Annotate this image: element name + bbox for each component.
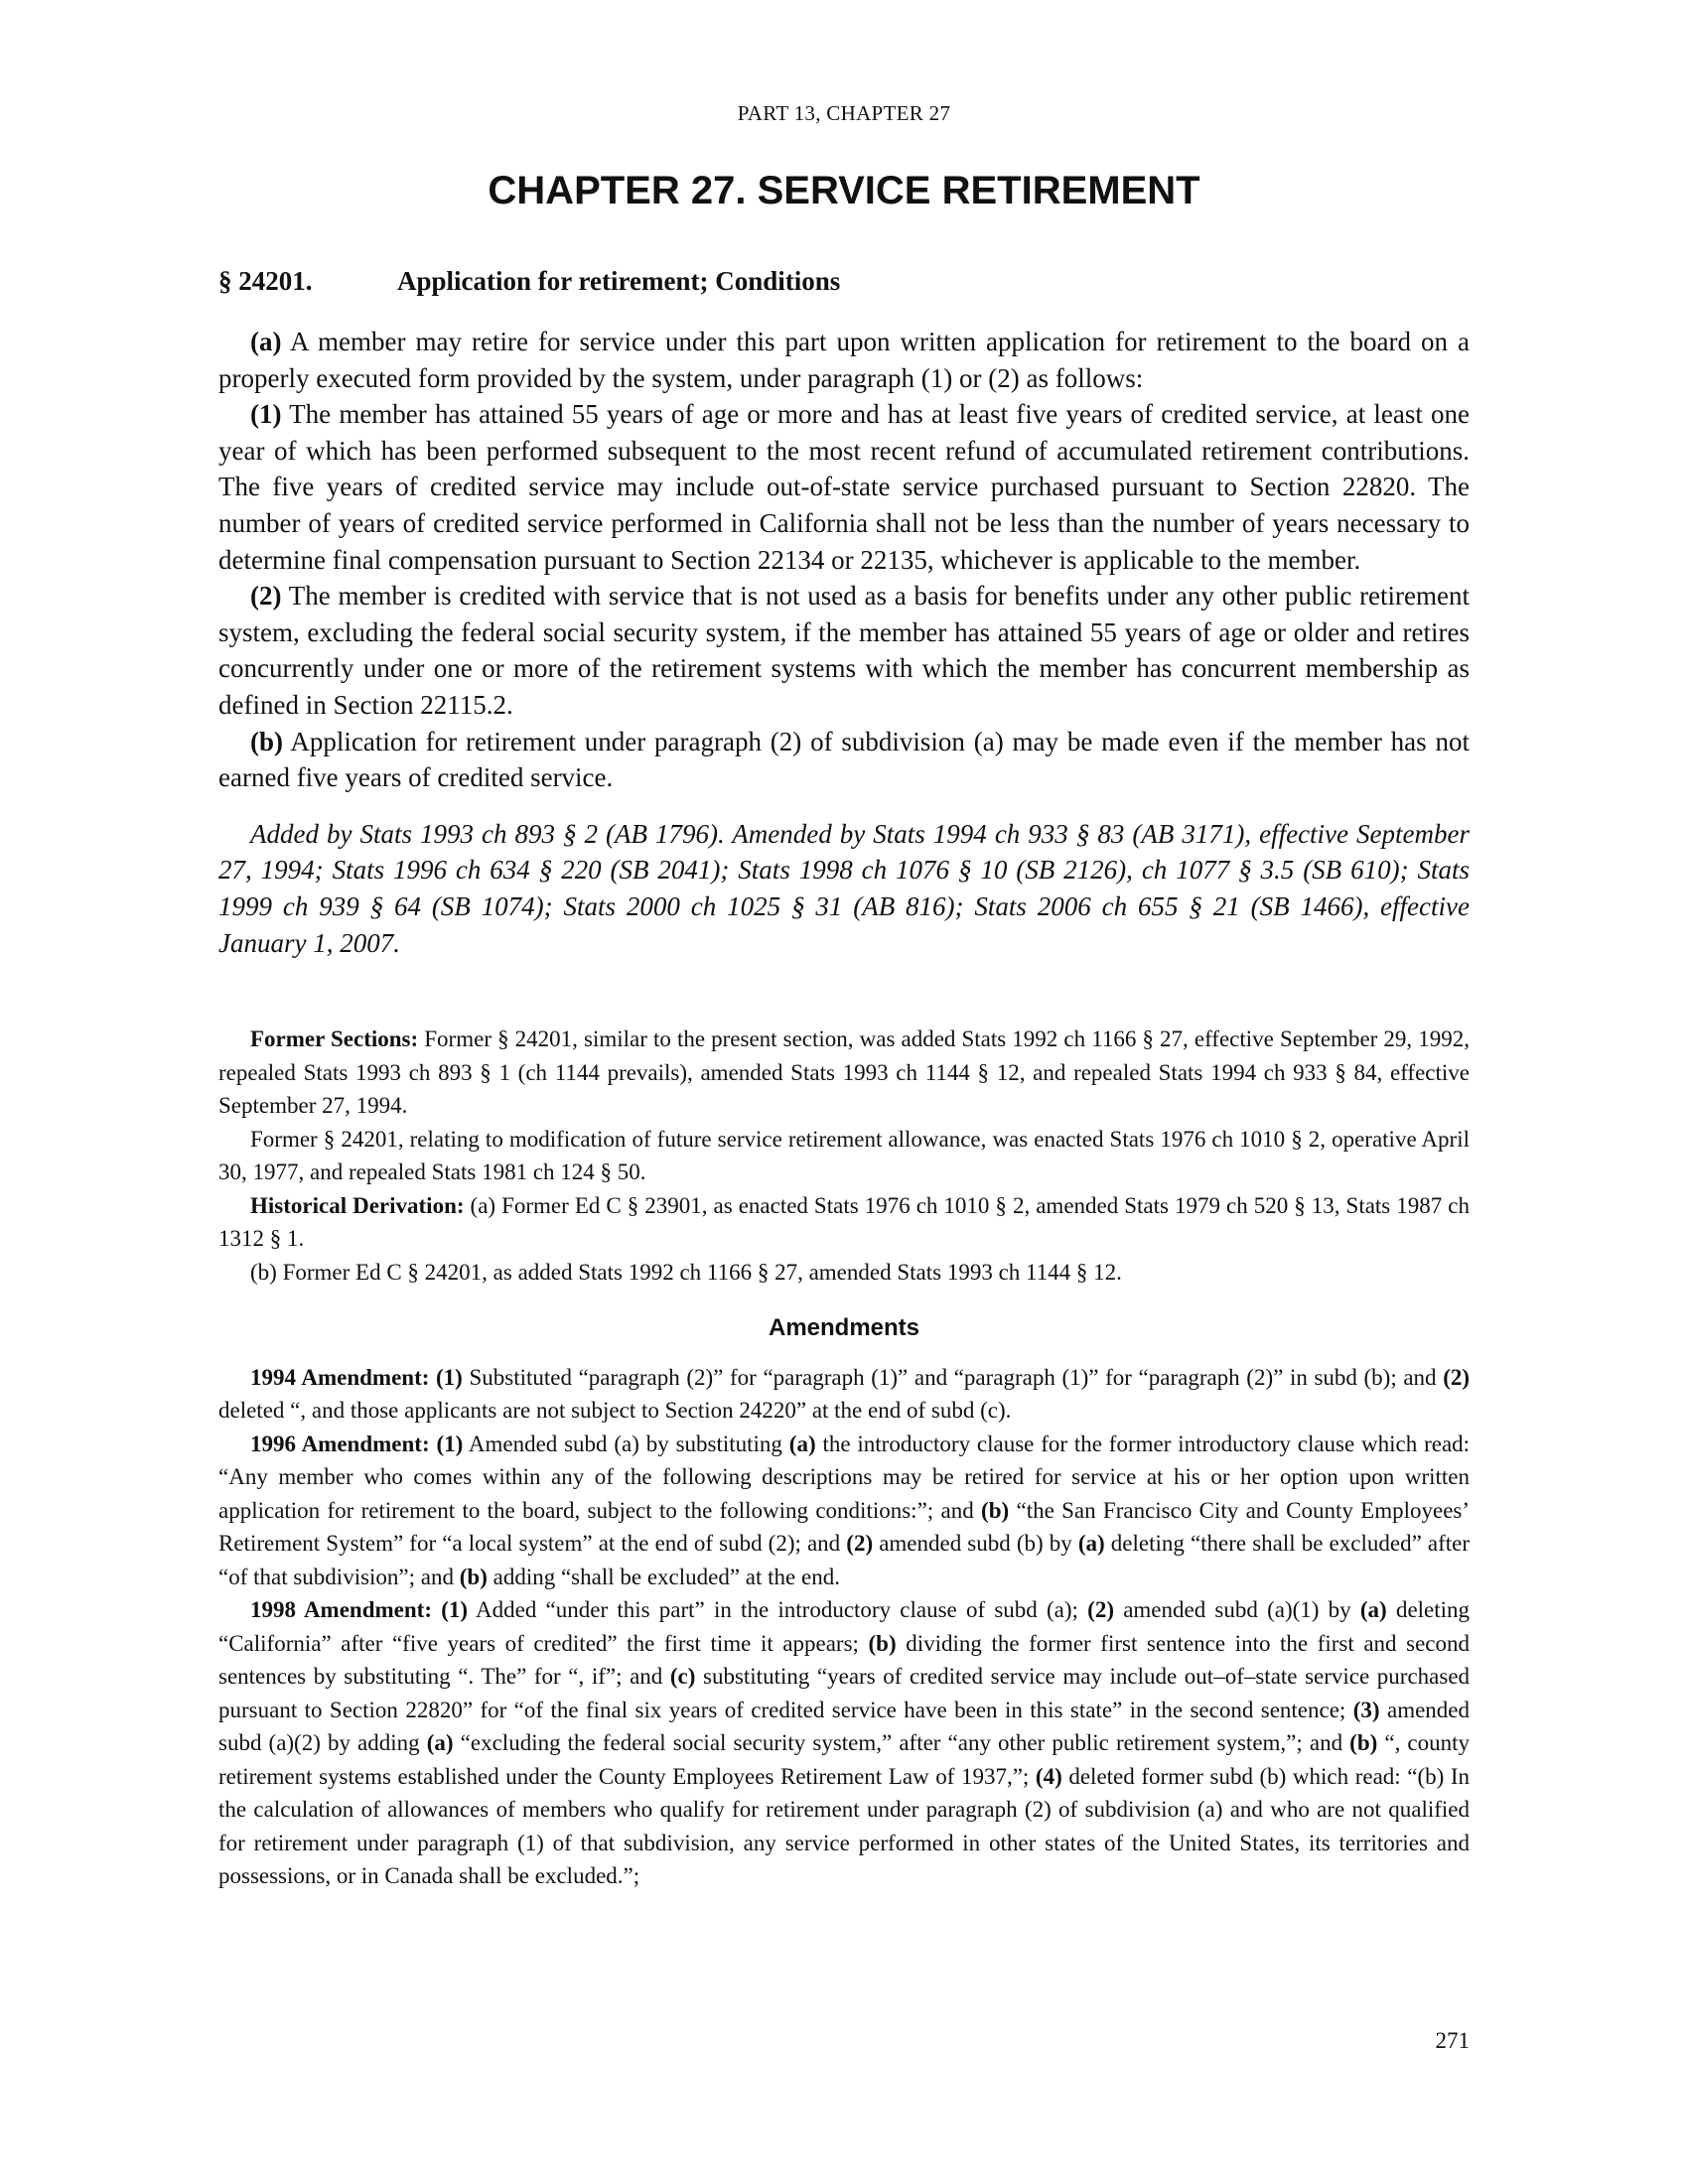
item-number: (4) [1035,1763,1062,1789]
historical-derivation [218,1189,1470,1256]
amendment-text: amended subd (b) by [879,1531,1072,1556]
amendment-text: adding “shall be excluded” at the end. [492,1564,840,1589]
subdivision-text: Application for retirement under paragraph (2) of subdivision (a) may be made even if the member has not earned five years of credited service. [218,726,1470,793]
historical-derivation-label: Historical Derivation: [250,1192,465,1218]
amendment-text: “the San Francisco City and County Employees’ Retirement System” for “a local system” at the end of subd (2); and [218,1497,1471,1556]
amendment-text: deleting “California” after “five years of credited” the first time it appears; [218,1597,1471,1656]
amendment-label: 1994 Amendment: [250,1364,430,1390]
amendment-1994 [218,1361,1470,1428]
former-sections-2: Former § 24201, relating to modification of future service retirement allowance, was enacted Stats 1976 ch 1010 § 2, operative April 30, 1977, and repealed Stats 1981 ch 124 § 50. [218,1126,1470,1184]
former-sections-label: Former Sections: [250,1026,419,1051]
item-letter: (a) [1359,1597,1387,1622]
document-page [218,0,1470,2184]
item-letter: (b) [1349,1730,1378,1755]
paragraph-label: (1) [250,399,282,430]
page-number: 271 [1435,2028,1470,2053]
item-number: (3) [1352,1697,1380,1722]
paragraph-label: (2) [250,581,282,612]
amendment-text: Added “under this part” in the introductory clause of subd (a); [476,1597,1078,1622]
item-letter: (b) [868,1630,897,1656]
chapter-title: CHAPTER 27. SERVICE RETIREMENT [488,169,1200,212]
item-number: (1) [436,1364,463,1390]
paragraph-text: The member is credited with service that is not used as a basis for benefits under any other public retirement system, excluding the federal social security system, if the member has attained 55 years of age or older and retires concurrently under one or more of the retirement systems with which the member has concurrent membership as defined in Section 22115.2. [218,581,1471,720]
historical-derivation-2: (b) Former Ed C § 24201, as added Stats 1992 ch 1166 § 27, amended Stats 1993 ch 1144 § 12. [250,1259,1122,1285]
item-number: (2) [846,1531,874,1556]
section-heading [218,266,840,297]
running-head: PART 13, CHAPTER 27 [737,101,951,125]
amendment-label: 1998 Amendment: [250,1597,432,1622]
amendment-1996 [218,1428,1470,1594]
amendment-text: Amended subd (a) by substituting [468,1431,782,1456]
item-number: (1) [441,1597,469,1622]
section-title: Application for retirement; Conditions [397,266,841,296]
item-letter: (b) [981,1497,1010,1523]
amendment-text: substituting “years of credited service may include out–of–state service purchased pursuant to Section 22820” for “of the final six years of credited service have been in this state” in the second sentence; [218,1664,1471,1722]
amendment-text: the introductory clause for the former introductory clause which read: “Any member who comes within any of the following descriptions may be retired for service at his or her option upon written application for retirement to the board, subject to the following conditions:”; and [218,1431,1471,1523]
item-letter: (a) [1077,1531,1105,1556]
subdivision-text: A member may retire for service under this part upon written application for retirement to the board on a properly executed form provided by the system, under paragraph (1) or (2) as follows: [218,327,1470,393]
legislative-history: Added by Stats 1993 ch 893 § 2 (AB 1796). Amended by Stats 1994 ch 933 § 83 (AB 3171), effective September 27, 1994; Stats 1996 ch 634 § 220 (SB 2041); Stats 1998 ch 1076 § 10 (SB 2126), ch 1077 § 3.5 (SB 610); Stats 1999 ch 939 § 64 (SB 1074); Stats 2000 ch 1025 § 31 (AB 816); Stats 2006 ch 655 § 21 (SB 1466), effective January 1, 2007. [218,818,1470,958]
subdivision-label: (b) [250,726,283,756]
amendment-text: deleted “, and those applicants are not subject to Section 24220” at the end of subd (c). [218,1398,1012,1423]
statute-text [218,324,1470,961]
former-sections [218,1023,1470,1123]
amendment-text: dividing the former first sentence into the first and second sentences by substituting “. The” for “, if”; and [218,1630,1470,1689]
item-letter: (c) [669,1664,696,1689]
paragraph-text: The member has attained 55 years of age or more and has at least five years of credited service, at least one year of which has been performed subsequent to the most recent refund of accumulated retirement contributions. The five years of credited service may include out-of-state service purchased pursuant to Section 22820. The number of years of credited service performed in California shall not be less than the number of years necessary to determine final compensation pursuant to Section 22134 or 22135, whichever is applicable to the member. [218,399,1470,575]
amendment-text: “, county retirement systems established under the County Employees Retirement Law of 1937,”; [218,1730,1471,1789]
item-letter: (a) [788,1431,816,1456]
paragraph-a2 [218,578,1470,723]
section-number: § 24201. [218,266,313,296]
item-letter: (a) [426,1730,454,1755]
amendment-1998 [218,1593,1470,1893]
annotations [218,1023,1470,1893]
subdivision-label: (a) [250,327,282,356]
amendment-text: deleting “there shall be excluded” after “of that subdivision”; and [218,1531,1470,1589]
amendment-text: Substituted “paragraph (2)” for “paragraph (1)” and “paragraph (1)” for “paragraph (2)” in subd (b); and [469,1364,1437,1390]
amendment-text: “excluding the federal social security system,” after “any other public retirement system,”; and [460,1730,1343,1755]
subdivision-a [218,324,1470,396]
item-number: (2) [1443,1364,1471,1390]
item-letter: (b) [459,1564,488,1589]
item-number: (2) [1087,1597,1114,1622]
amendment-text: amended subd (a)(2) by adding [218,1697,1471,1755]
former-sections-text: Former § 24201, similar to the present section, was added Stats 1992 ch 1166 § 27, effective September 29, 1992, repealed Stats 1993 ch 893 § 1 (ch 1144 prevails), amended Stats 1993 ch 1144 § 12, and repealed Stats 1994 ch 933 § 84, effective September 27, 1994. [218,1026,1470,1118]
amendment-text: deleted former subd (b) which read: “(b) In the calculation of allowances of members who qualify for retirement under paragraph (2) of subdivision (a) and who are not qualified for retirement under paragraph (1) of that subdivision, any service performed in other states of the United States, its territories and possessions, or in Canada shall be excluded.”; [218,1763,1471,1888]
paragraph-a1 [218,396,1470,578]
amendments-heading: Amendments [768,1314,920,1341]
amendment-label: 1996 Amendment: [250,1431,430,1456]
amendment-text: amended subd (a)(1) by [1123,1597,1351,1622]
item-number: (1) [436,1431,464,1456]
subdivision-b [218,724,1470,796]
historical-derivation-text: (a) Former Ed C § 23901, as enacted Stats 1976 ch 1010 § 2, amended Stats 1979 ch 520 § 13, Stats 1987 ch 1312 § 1. [218,1192,1470,1251]
